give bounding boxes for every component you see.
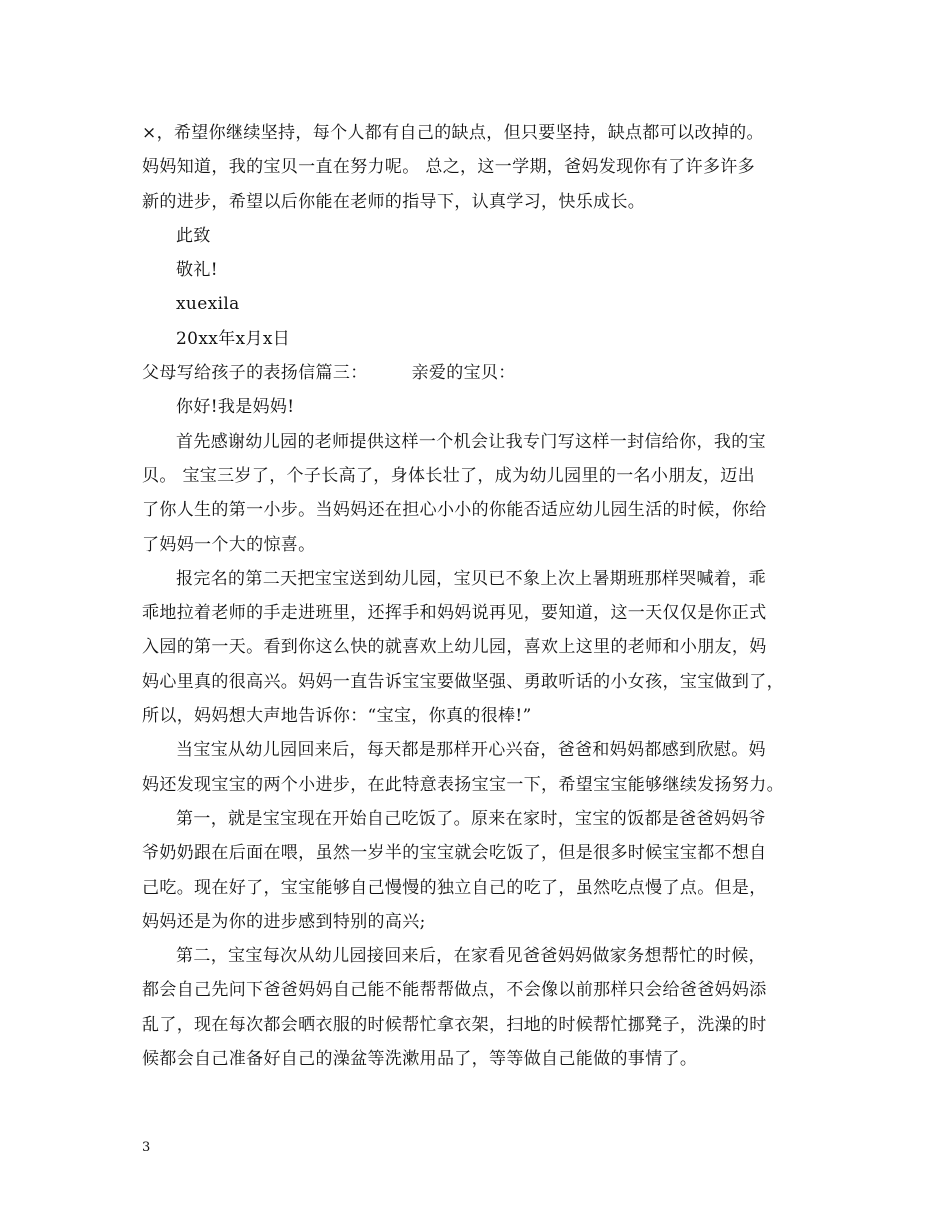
body-line: 妈还发现宝宝的两个小进步，在此特意表扬宝宝一下，希望宝宝能够继续发扬努力。 xyxy=(142,774,784,795)
body-line: 第一，就是宝宝现在开始自己吃饭了。原来在家时，宝宝的饭都是爸爸妈妈爷 xyxy=(176,808,766,829)
body-line: 了妈妈一个大的惊喜。 xyxy=(142,534,316,555)
greeting: 你好!我是妈妈! xyxy=(176,397,295,418)
body-line: 都会自己先问下爸爸妈妈自己能不能帮帮做点，不会像以前那样只会给爸爸妈妈添 xyxy=(142,980,767,1001)
body-line: ×，希望你继续坚持，每个人都有自己的缺点，但只要坚持，缺点都可以改掉的。 xyxy=(142,123,764,143)
body-line: 新的进步，希望以后你能在老师的指导下，认真学习，快乐成长。 xyxy=(142,191,646,212)
body-line: 了你人生的第一小步。当妈妈还在担心小小的你能否适应幼儿园生活的时候，你给 xyxy=(142,500,767,521)
body-line: 第二，宝宝每次从幼儿园接回来后，在家看见爸爸妈妈做家务想帮忙的时候， xyxy=(176,946,766,967)
body-line: 报完名的第二天把宝宝送到幼儿园，宝贝已不象上次上暑期班那样哭喊着，乖 xyxy=(176,568,766,589)
closing-line: 此致 xyxy=(176,225,211,246)
letter-body xyxy=(142,116,818,1076)
section-heading: 父母写给孩子的表扬信篇三： xyxy=(142,363,368,384)
page-number: 3 xyxy=(142,1140,151,1155)
body-line: 首先感谢幼儿园的老师提供这样一个机会让我专门写这样一封信给你，我的宝 xyxy=(176,431,766,452)
body-line: 爷奶奶跟在后面在喂，虽然一岁半的宝宝就会吃饭了，但是很多时候宝宝都不想自 xyxy=(142,843,767,864)
signature: xuexila xyxy=(176,294,240,315)
section-heading-line xyxy=(142,356,818,390)
body-line: 当宝宝从幼儿园回来后，每天都是那样开心兴奋，爸爸和妈妈都感到欣慰。妈 xyxy=(176,740,766,761)
date-line: 20xx年x月x日 xyxy=(176,328,291,349)
body-line: 入园的第一天。看到你这么快的就喜欢上幼儿园，喜欢上这里的老师和小朋友，妈 xyxy=(142,637,767,658)
body-line: 乱了，现在每次都会晒衣服的时候帮忙拿衣架，扫地的时候帮忙挪凳子，洗澡的时 xyxy=(142,1014,767,1035)
salutation: 亲爱的宝贝： xyxy=(411,363,516,384)
body-line: 妈心里真的很高兴。妈妈一直告诉宝宝要做坚强、勇敢听话的小女孩，宝宝做到了， xyxy=(142,671,784,692)
body-line: 候都会自己准备好自己的澡盆等洗漱用品了，等等做自己能做的事情了。 xyxy=(142,1049,698,1070)
closing-salute: 敬礼! xyxy=(176,260,218,281)
body-line: 贝。 宝宝三岁了，个子长高了，身体长壮了，成为幼儿园里的一名小朋友，迈出 xyxy=(142,465,756,486)
body-line: 乖地拉着老师的手走进班里，还挥手和妈妈说再见，要知道，这一天仅仅是你正式 xyxy=(142,603,767,624)
body-line: 妈妈知道，我的宝贝一直在努力呢。 总之，这一学期，爸妈发现你有了许多许多 xyxy=(142,157,756,178)
body-line: 己吃。现在好了，宝宝能够自己慢慢的独立自己的吃了，虽然吃点慢了点。但是， xyxy=(142,877,767,898)
body-line: 所以，妈妈想大声地告诉你：“宝宝，你真的很棒!” xyxy=(142,706,532,727)
body-line: 妈妈还是为你的进步感到特别的高兴; xyxy=(142,911,426,932)
